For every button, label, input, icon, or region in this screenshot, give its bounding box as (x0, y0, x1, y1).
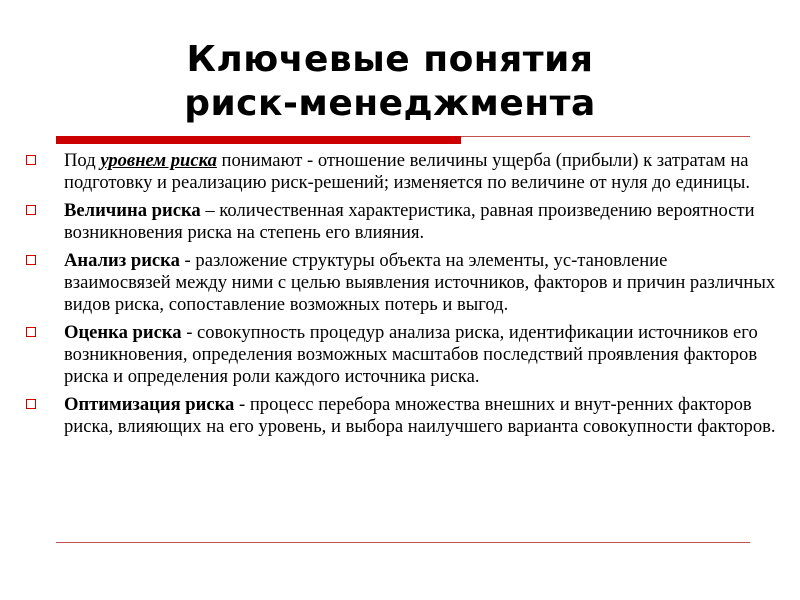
definition-risk-optimization (22, 394, 777, 438)
definition-risk-magnitude (22, 200, 777, 244)
hollow-square-bullet-icon (26, 205, 36, 215)
slide-title-line-2: риск-менеджмента (184, 83, 596, 124)
title-underline-accent-bar (56, 136, 461, 144)
hollow-square-bullet-icon (26, 155, 36, 165)
definition-text: - совокупность процедур анализа риска, идентификации источников его возникновения, определения возможных масштабов последствий проявления факторов риска и определения роли каждого источника риска. (64, 322, 758, 387)
definition-prefix: Под (64, 150, 101, 171)
definition-text: – количественная характеристика, равная произведению вероятности возникновения риска на степень его влияния. (64, 200, 755, 243)
definition-term: Оптимизация риска (64, 394, 235, 415)
definition-text: - процесс перебора множества внешних и внут-ренних факторов риска, влияющих на его уровень, и выбора наилучшего варианта совокупности факторов. (64, 394, 776, 437)
definition-risk-analysis (22, 250, 777, 316)
slide-title (0, 38, 780, 126)
definition-text: - разложение структуры объекта на элементы, ус-тановление взаимосвязей между ними с целью выявления источников, факторов и причин различных видов риска, сопоставление возможных потерь и выгод. (64, 250, 776, 315)
definition-term: уровнем риска (100, 150, 217, 171)
slide-title-line-1: Ключевые понятия (186, 39, 594, 80)
definition-term: Анализ риска (64, 250, 180, 271)
hollow-square-bullet-icon (26, 399, 36, 409)
definition-risk-level (22, 150, 777, 194)
definitions-list (22, 150, 777, 444)
definition-risk-assessment (22, 322, 777, 388)
hollow-square-bullet-icon (26, 255, 36, 265)
hollow-square-bullet-icon (26, 327, 36, 337)
definition-term: Величина риска (64, 200, 201, 221)
footer-divider (56, 542, 750, 543)
definition-term: Оценка риска (64, 322, 182, 343)
definition-text: понимают - отношение величины ущерба (прибыли) к затратам на подготовку и реализацию риск-решений; изменяется по величине от нуля до единицы. (64, 150, 750, 193)
